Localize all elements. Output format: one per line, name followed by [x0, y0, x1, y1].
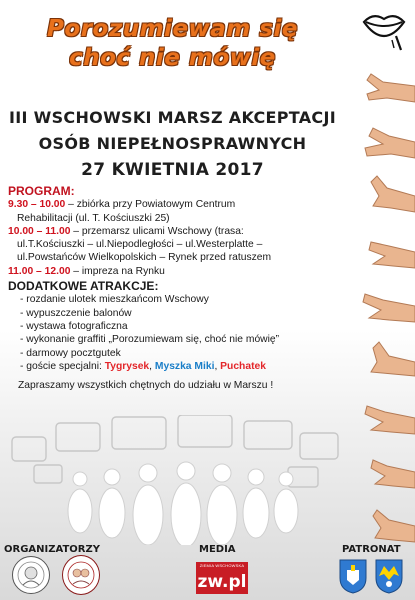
event-title-line1: III WSCHOWSKI MARSZ AKCEPTACJI	[9, 108, 336, 127]
attraction-item: - rozdanie ulotek mieszkańcom Wschowy	[20, 294, 209, 306]
poster-title-line2: choć nie mówię	[69, 45, 276, 71]
coat-of-arms-icon	[374, 558, 404, 594]
guests-label: - goście specjalni:	[20, 360, 105, 372]
attraction-item: - darmowy pocztgutek	[20, 347, 121, 359]
program-item-cont: Rehabilitacji (ul. T. Kościuszki 25)	[17, 212, 170, 224]
program-time: 9.30 – 10.00	[8, 199, 66, 211]
patronage-label: PATRONAT	[342, 544, 401, 555]
attraction-item: - wypuszczenie balonów	[20, 307, 132, 319]
program-item	[8, 265, 343, 278]
invitation-text: Zapraszamy wszystkich chętnych do udziału w Marszu !	[18, 380, 274, 392]
event-title-line2: OSÓB NIEPEŁNOSPRAWNYCH	[38, 134, 307, 153]
program-item	[8, 198, 343, 211]
guest-myszka-miki: Myszka Miki	[154, 360, 215, 372]
program-text: – przemarsz ulicami Wschowy (trasa:	[70, 225, 244, 237]
program-time: 10.00 – 11.00	[8, 225, 71, 237]
program-item-cont: ul.Powstańców Wielkopolskich – Rynek przed ratuszem	[17, 252, 272, 264]
organizer-logo-1	[12, 556, 50, 594]
organizer-logo-2	[62, 555, 100, 595]
event-date: 27 KWIETNIA 2017	[81, 160, 264, 180]
attraction-item: - wystawa fotograficzna	[20, 320, 128, 332]
program-heading: PROGRAM:	[8, 184, 75, 198]
media-logo-text: zw.pl	[197, 572, 247, 592]
media-label: MEDIA	[199, 544, 236, 555]
guest-separator: ,	[214, 360, 221, 372]
program-item-cont: ul.T.Kościuszki – ul.Niepodległości – ul.Westerplatte –	[17, 239, 263, 251]
poster-title-line1: Porozumiewam się	[47, 16, 298, 42]
attraction-guests	[8, 360, 343, 373]
coat-of-arms-icon	[338, 558, 368, 594]
organizers-label: ORGANIZATORZY	[4, 544, 100, 555]
media-logo-zw	[196, 562, 248, 594]
speech-bubbles-people-image	[0, 415, 345, 545]
guest-puchatek: Puchatek	[220, 360, 266, 372]
attraction-item: - wykonanie graffiti „Porozumiewam się, choć nie mówię”	[20, 334, 280, 346]
lips-icon	[361, 6, 407, 52]
guest-tygrysek: Tygrysek	[104, 360, 150, 372]
program-time: 11.00 – 12.00	[8, 265, 71, 277]
media-logo-caption: ZIEMIA WSCHOWSKA	[199, 563, 245, 568]
sign-language-hands-image	[343, 56, 415, 556]
guest-separator: ,	[149, 360, 155, 372]
program-text: – impreza na Rynku	[70, 265, 165, 277]
program-item	[8, 225, 343, 238]
program-section	[8, 183, 343, 392]
program-text: – zbiórka przy Powiatowym Centrum	[65, 199, 236, 211]
attractions-heading: DODATKOWE ATRAKCJE:	[8, 279, 159, 294]
